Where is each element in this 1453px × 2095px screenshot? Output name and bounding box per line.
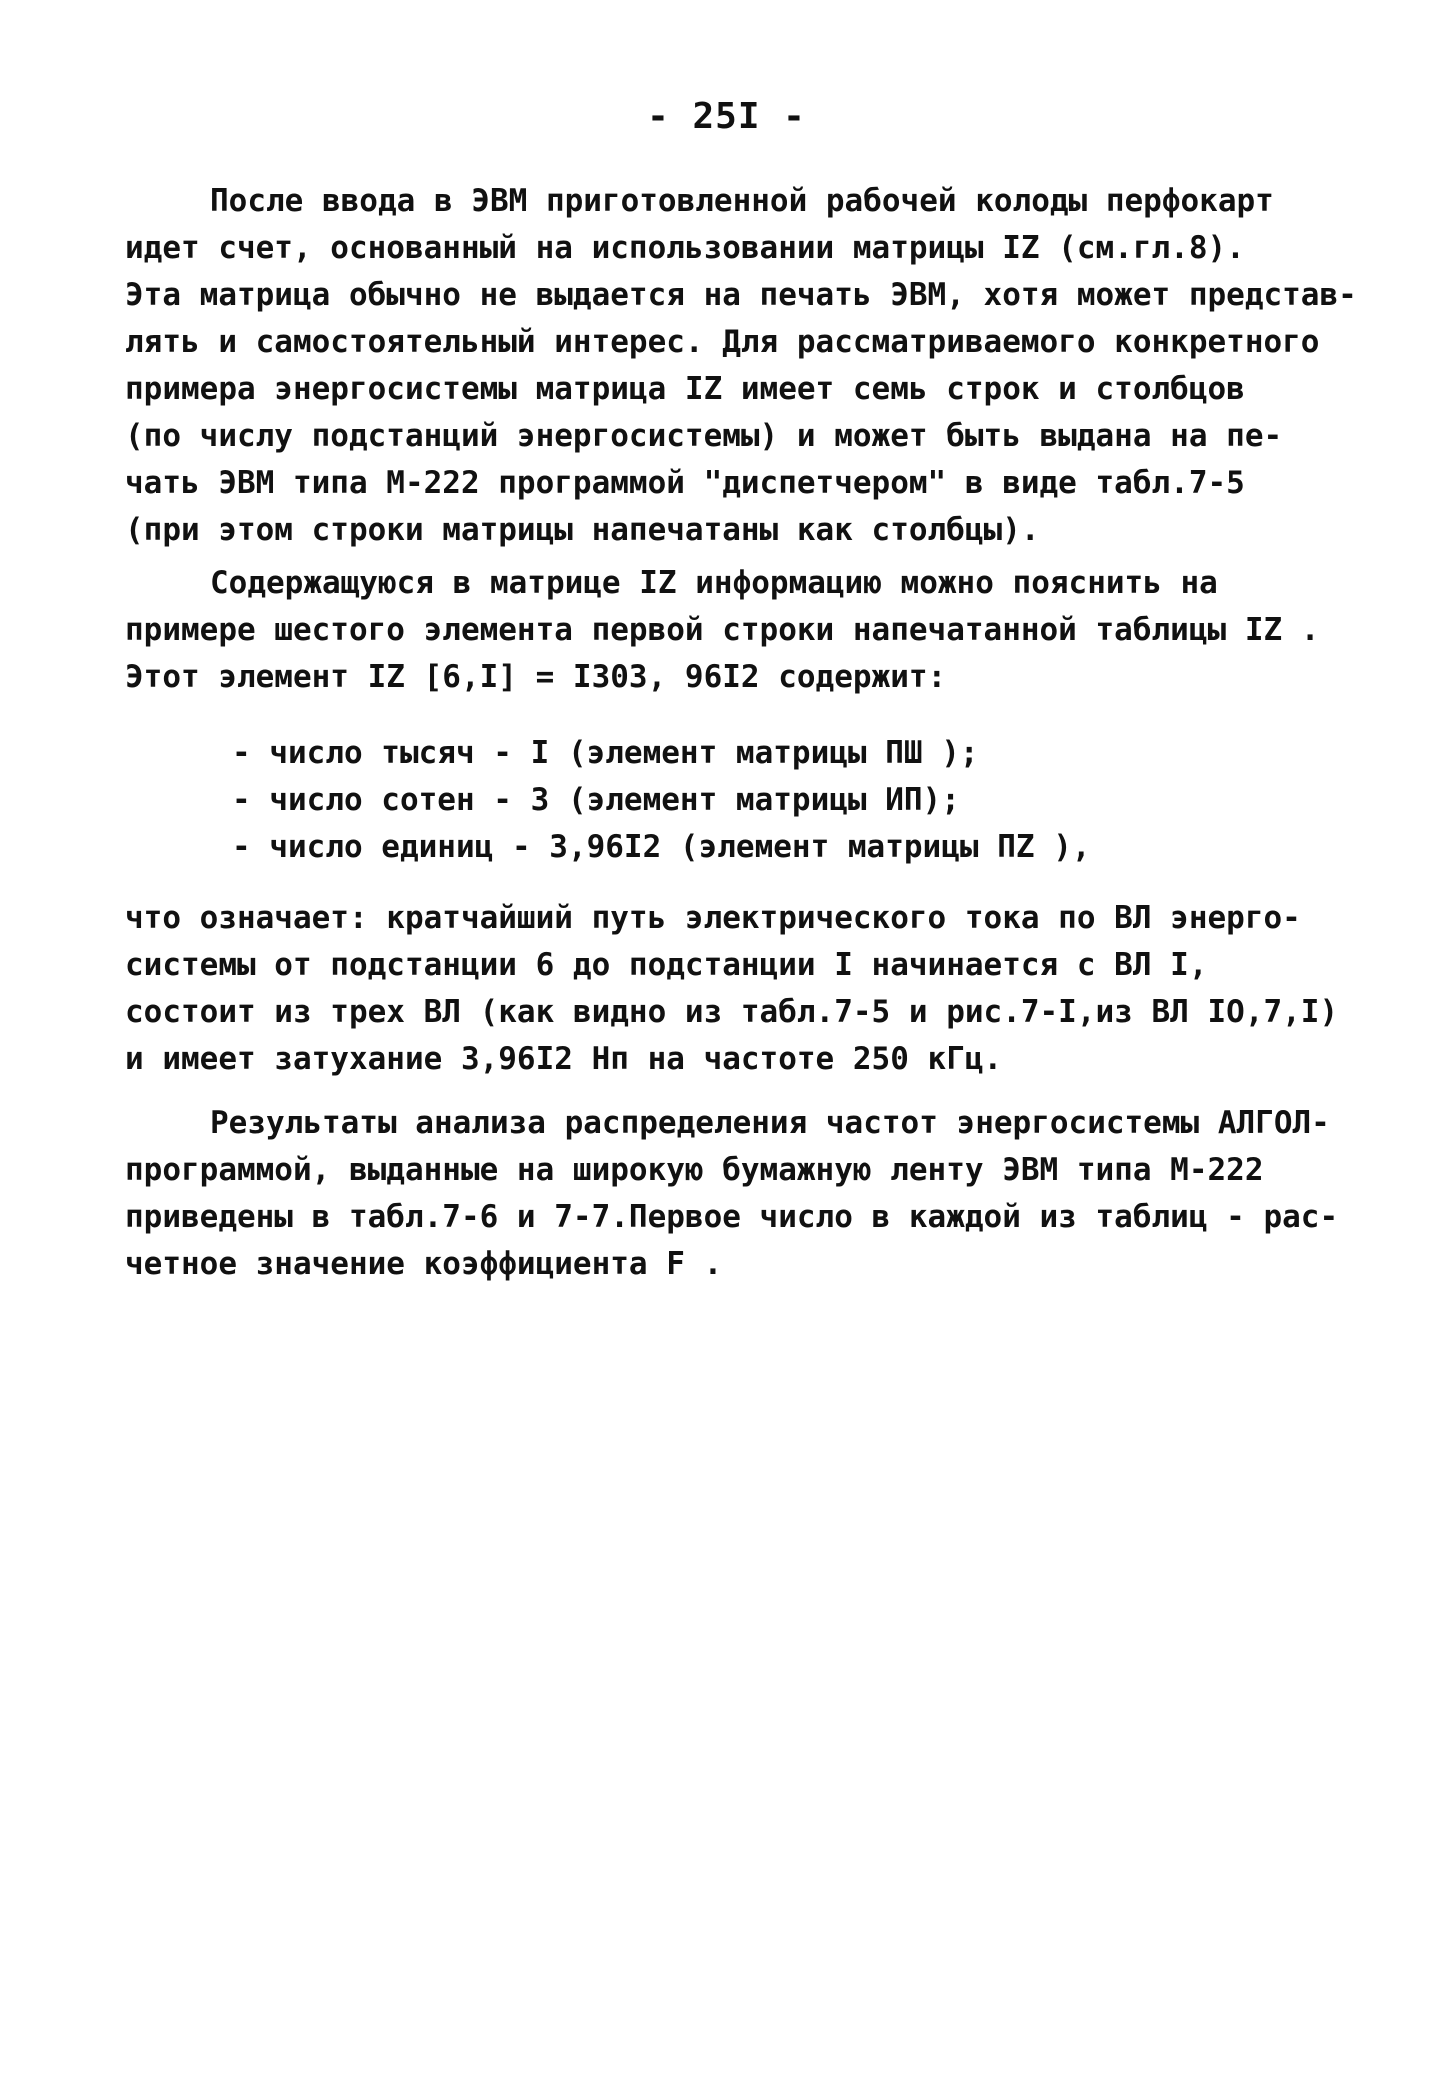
list-item: - число тысяч - I (элемент матрицы ПШ );	[232, 735, 979, 771]
text-line: (при этом строки матрицы напечатаны как столбцы).	[125, 512, 1040, 548]
text-line: примере шестого элемента первой строки напечатанной таблицы IZ .	[125, 612, 1320, 648]
digit-breakdown-list	[232, 730, 1232, 871]
text-line: Результаты анализа распределения частот энергосистемы АЛГОЛ-	[210, 1105, 1330, 1141]
text-line: системы от подстанции 6 до подстанции I начинается с ВЛ I,	[125, 947, 1208, 983]
text-line: После ввода в ЭВМ приготовленной рабочей колоды перфокарт	[210, 183, 1274, 219]
text-line: идет счет, основанный на использовании матрицы IZ (см.гл.8).	[125, 230, 1245, 266]
text-line: что означает: кратчайший путь электрического тока по ВЛ энерго-	[125, 900, 1301, 936]
text-line: Эта матрица обычно не выдается на печать ЭВМ, хотя может представ-	[125, 277, 1357, 313]
text-line: (по числу подстанций энергосистемы) и может быть выдана на пе-	[125, 418, 1283, 454]
text-line: Этот элемент IZ [6,I] = I303, 96I2 содержит:	[125, 659, 947, 695]
paragraph-1	[125, 178, 1355, 554]
text-line: чать ЭВМ типа М-222 программой "диспетчером" в виде табл.7-5	[125, 465, 1245, 501]
list-item: - число сотен - 3 (элемент матрицы ИП);	[232, 782, 960, 818]
text-line: и имеет затухание 3,96I2 Нп на частоте 250 кГц.	[125, 1041, 1003, 1077]
text-line: Содержащуюся в матрице IZ информацию можно пояснить на	[210, 565, 1218, 601]
text-line: состоит из трех ВЛ (как видно из табл.7-5 и рис.7-I,из ВЛ IО,7,I)	[125, 994, 1339, 1030]
paragraph-3	[125, 895, 1355, 1083]
text-line: приведены в табл.7-6 и 7-7.Первое число в каждой из таблиц - рас-	[125, 1199, 1339, 1235]
list-item: - число единиц - 3,96I2 (элемент матрицы ПZ ),	[232, 829, 1091, 865]
paragraph-2	[125, 560, 1355, 701]
paragraph-4	[125, 1100, 1355, 1288]
text-line: четное значение коэффициента F .	[125, 1246, 723, 1282]
text-line: программой, выданные на широкую бумажную ленту ЭВМ типа М-222	[125, 1152, 1264, 1188]
page-number: - 25I -	[647, 96, 806, 137]
text-line: лять и самостоятельный интерес. Для рассматриваемого конкретного	[125, 324, 1320, 360]
text-line: примера энергосистемы матрица IZ имеет семь строк и столбцов	[125, 371, 1245, 407]
